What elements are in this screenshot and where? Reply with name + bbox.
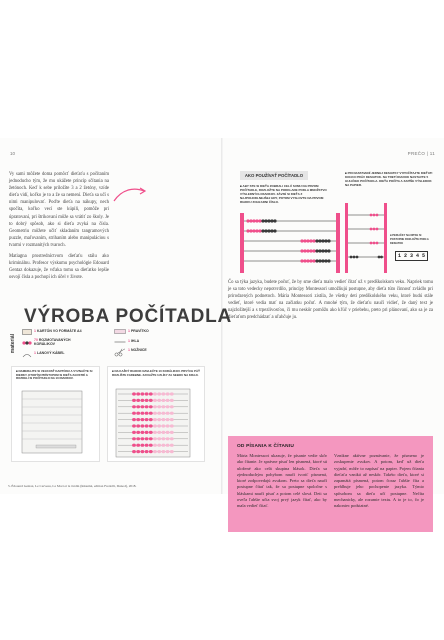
- page-number-left: 10: [10, 151, 16, 156]
- abacus-caption-left: ■ ABY STE SI DIEŤA ZOBRALI CELÚ SUMU NA PRVOM POČÍTADLE, ROZLOŽTE NA PODKLADE PODLA MNOŽSTVO VÝSLEDNÝCH RIADKOV. ZÁVISÍ SI DIEŤA Z NAJPOHODLNEJŠEJ HRY, POTOM VYSLOVTE NA PRVOM RIADKU ZOHĽADNI ČÍSLO.: [240, 184, 327, 204]
- bead: [162, 444, 166, 447]
- bead: [145, 412, 149, 415]
- bead: [153, 450, 157, 453]
- bead: [170, 450, 174, 453]
- bead: [145, 437, 149, 440]
- bead: [149, 437, 153, 440]
- bead: [141, 437, 145, 440]
- bead: [157, 418, 161, 421]
- bead: [162, 392, 166, 395]
- bead: [132, 437, 136, 440]
- bead: [132, 444, 136, 447]
- bead: [166, 405, 170, 408]
- bead: [136, 444, 140, 447]
- bead: [145, 418, 149, 421]
- bead: [149, 392, 153, 395]
- bead: [132, 418, 136, 421]
- bead: [153, 424, 157, 427]
- bead: [132, 392, 136, 395]
- bead: [153, 412, 157, 415]
- bead: [153, 399, 157, 402]
- bead: [170, 412, 174, 415]
- bead: [153, 418, 157, 421]
- bead: [157, 392, 161, 395]
- bead: [145, 399, 149, 402]
- bead: [170, 418, 174, 421]
- bead: [162, 450, 166, 453]
- bead: [157, 424, 161, 427]
- bead: [136, 399, 140, 402]
- bead: [136, 424, 140, 427]
- bead: [136, 418, 140, 421]
- bead: [141, 444, 145, 447]
- bead: [145, 431, 149, 434]
- step-1-box: [11, 366, 100, 462]
- step-1-caption: ■ NAMERAJTE SI VEĽKOSŤ KARTÓNU A VYZNAČTE SI DIERKY. KTORÝM PRÍSTUPOM SI DIEŤA ZAOSTRÍ A ROZDELÍ SI POČÍTADLO NA 10 RIADKOV.: [16, 369, 93, 381]
- bead: [162, 399, 166, 402]
- pink-info-box: [228, 436, 433, 532]
- bead: [145, 444, 149, 447]
- cable-icon: [22, 352, 32, 358]
- running-header-right: PREČO | 11: [407, 151, 435, 156]
- workshop-title: VÝROBA POČÍTADLA: [24, 306, 233, 327]
- material-item-4: 1 PRAVÍTKO: [128, 329, 149, 333]
- bead: [157, 405, 161, 408]
- bead: [149, 405, 153, 408]
- pink-box-heading: OD PÍSANIA K ČÍTANIU: [237, 444, 295, 449]
- bead: [141, 412, 145, 415]
- material-item-2: 70 ROZMOTAVANÝCH KORÁLIKOV: [34, 338, 71, 347]
- abacus-diagram-1: [240, 213, 340, 273]
- bead: [162, 418, 166, 421]
- abacus-body-text: Čo sa týka jazyka, budete počuť, že by sme dieťa malo vedieť čítať už v predškolskom veku. Napriek tomu je sa toto vedecky nepotvrdilo, princípy Montessori umožňujú postupne, aby dieťa túto činnosť zvládlo pri prirodzených podnetoch. Mária Montessori zistila, že všetky deti predškolského veku, ktoré budú stále vedieť, ktoré vedia mať na začiatku počuť. A mnohé tým, že dieťaťu naučí vidieť, že daný text je najzložitejší a s trpezlivosťou, či mu neskôr pomôžu ako kľúč v priebehu, preto pri plánovaní, ako sa je za dieťaťom predchádzať a uľahčuje ju.: [228, 280, 433, 321]
- bead: [145, 405, 149, 408]
- bead: [149, 431, 153, 434]
- bead: [145, 424, 149, 427]
- bead: [141, 424, 145, 427]
- bead: [166, 412, 170, 415]
- bead: [141, 399, 145, 402]
- step-2-illustration: [112, 387, 202, 459]
- bead: [166, 431, 170, 434]
- material-item-1: 1 KARTÓN VO FORMÁTE A4: [34, 329, 82, 333]
- material-item-6: 1 NOŽNICE: [128, 348, 147, 352]
- bead: [162, 431, 166, 434]
- bead: [153, 431, 157, 434]
- material-item-5: 1 IHLA: [128, 339, 140, 343]
- bead: [170, 424, 174, 427]
- bead: [166, 437, 170, 440]
- bead: [157, 437, 161, 440]
- footnote: 5. Édouard Gentaz, Le Cerveau, La Mort et le Jardin (Résumé, edition Fredolli, Dunod), 2018.: [8, 484, 137, 488]
- bead: [136, 392, 140, 395]
- bead: [149, 399, 153, 402]
- bead: [136, 450, 140, 453]
- bead: [162, 405, 166, 408]
- materials-list: [10, 328, 210, 364]
- bead: [136, 437, 140, 440]
- step-2-caption: ■ NA KAŽDÝ RIADOK NAVLEČTE 10 KORÁLIKOV. PRVÝCH PÄŤ ROZLÍŠTE FAREBNE. ZAVIAŽTE UZLÍKY ZA SEBOU NA KRAJI.: [112, 369, 200, 377]
- bead: [153, 392, 157, 395]
- bead: [132, 424, 136, 427]
- bead: [153, 437, 157, 440]
- intro-paragraph-2: Matiagna prostredníctvom dieťaťu stálu ako kriminálnu. Profesor výskumu psychológie Edouard Gentaz dokazuje, že vďaka tomu sa dieťatko lepšie osvojí čísla a pochopí ich účel v živote.: [9, 254, 109, 281]
- cardboard-icon: [22, 329, 32, 335]
- bead: [157, 444, 161, 447]
- abacus-side-note: ■ PERLIČKY NA NITKE SI POSTUPNE ROZLOŽTE PODĽA DESIATOK: [390, 234, 429, 245]
- step-2-box: [107, 366, 205, 462]
- bead: [141, 418, 145, 421]
- bead: [166, 424, 170, 427]
- step-1-illustration: [16, 387, 96, 457]
- bead: [157, 431, 161, 434]
- bead: [166, 392, 170, 395]
- bead: [141, 405, 145, 408]
- abacus-digits: 1 2 3 4 5: [395, 251, 428, 261]
- bead: [149, 424, 153, 427]
- bead: [157, 399, 161, 402]
- bead: [149, 450, 153, 453]
- bead: [170, 399, 174, 402]
- book-spread: [0, 138, 444, 509]
- pink-box-column-1: Mária Montessori ukazuje, že písanie vedie skôr ako čítanie. Je správne písať len písmená, ktoré sú uložené ako celá skupina hlások. Dieťa sa zjednoduchým pohybom naučí tvoriť písmená, ktoré zodpovedajú zvukom. Preto sa dieťa naučí postupne čítať tak, že sa postupne spoločne s hláskami naučí písať a potom celé slová. Deti sa oveľa ľahšie učia svoj prvý jazyk čítať, ako by mala vedieť čítať.: [237, 453, 327, 509]
- bead: [170, 444, 174, 447]
- bead: [166, 399, 170, 402]
- pink-box-column-2: Vznikne aktívne poznávanie, že písmeno je zoskupenie zvukov. A potom, keď už dieťa vyjadrí, môže to napísať na papier. Pojem čítania dieťaťa vzniká až neskôr. Takéto dieťa, ktoré si zapamätá písmená, potom čoraz ľahšie číta a prehlbuje jeho pochopenie jazyka. Týmto spôsobom sa dieťa učí postupne. Nečíta mechanicky, ale rozumie textu. A to je to, čo je nakoniec podstatné.: [334, 453, 424, 509]
- bead: [153, 405, 157, 408]
- needle-icon: [114, 340, 126, 344]
- bead: [132, 405, 136, 408]
- bead: [136, 412, 140, 415]
- bead: [145, 450, 149, 453]
- bead: [162, 437, 166, 440]
- scissors-icon: [114, 348, 126, 357]
- intro-paragraph-1: Vy sami môžete doma pomôcť dieťaťu s počítaním jednoducho tým, že mu ukážete princíp sčítania na žetónoch. Keď k sebe priložíte 3 a 2 žetóny, vzíde dieťa vidí, koľko je to a že sa nemení. Dieťa sa učí s nimi manipulovať. Poďte dieťa na nákupy, nech spočíta, koľko vecí ste kúpili, pomôže pri úpratovaní, pri štrikovaní môže sa vrátiť zo školy. Je to dobrý spôsob, ako si dieťa zvyká na čísla. Geometriu môžete učiť skladaním tangramových puzzle, maľovaním, strihaním alebo manipuláciou s tvarmi v rozmanitých tvaroch.: [9, 172, 109, 248]
- abacus-caption-right: ■ PRI NASTAVENÍ JEDNEJ DESIATKY VYPOČÍTAJTE DIEŤATI KOĽKO PRÁV DESIATOK. NA TRETÍ RIADOK NASTAVTE 5 GULIČIEK POČÍTADLA. DIEŤA POČÍTA A ZAPÍŠE VÝSLEDOK NA PAPIER.: [345, 171, 433, 187]
- bead: [132, 412, 136, 415]
- bead: [157, 450, 161, 453]
- materials-label: materiál: [10, 334, 16, 354]
- bead: [132, 450, 136, 453]
- bead: [162, 424, 166, 427]
- bead: [170, 431, 174, 434]
- pink-arrow-decoration: [110, 181, 150, 209]
- bead: [170, 392, 174, 395]
- bead: [132, 399, 136, 402]
- bead: [153, 444, 157, 447]
- bead: [166, 450, 170, 453]
- bead: [149, 444, 153, 447]
- material-item-3: 1 LANOVÝ KÁBEL: [34, 351, 65, 355]
- bead: [157, 412, 161, 415]
- ruler-icon: [114, 329, 126, 334]
- bead: [149, 412, 153, 415]
- bead: [132, 431, 136, 434]
- bead: [136, 431, 140, 434]
- bead: [166, 444, 170, 447]
- beads-icon: [22, 339, 32, 347]
- abacus-diagram-2: [345, 203, 387, 273]
- bead: [170, 437, 174, 440]
- bead: [141, 450, 145, 453]
- bead: [170, 405, 174, 408]
- left-intro-text: [9, 171, 109, 285]
- bead: [149, 418, 153, 421]
- abacus-usage-heading: AKO POUŽÍVAŤ POČÍTADLO: [240, 171, 308, 180]
- bead: [162, 412, 166, 415]
- bead: [166, 418, 170, 421]
- bead: [141, 392, 145, 395]
- bead: [136, 405, 140, 408]
- bead: [141, 431, 145, 434]
- bead: [145, 392, 149, 395]
